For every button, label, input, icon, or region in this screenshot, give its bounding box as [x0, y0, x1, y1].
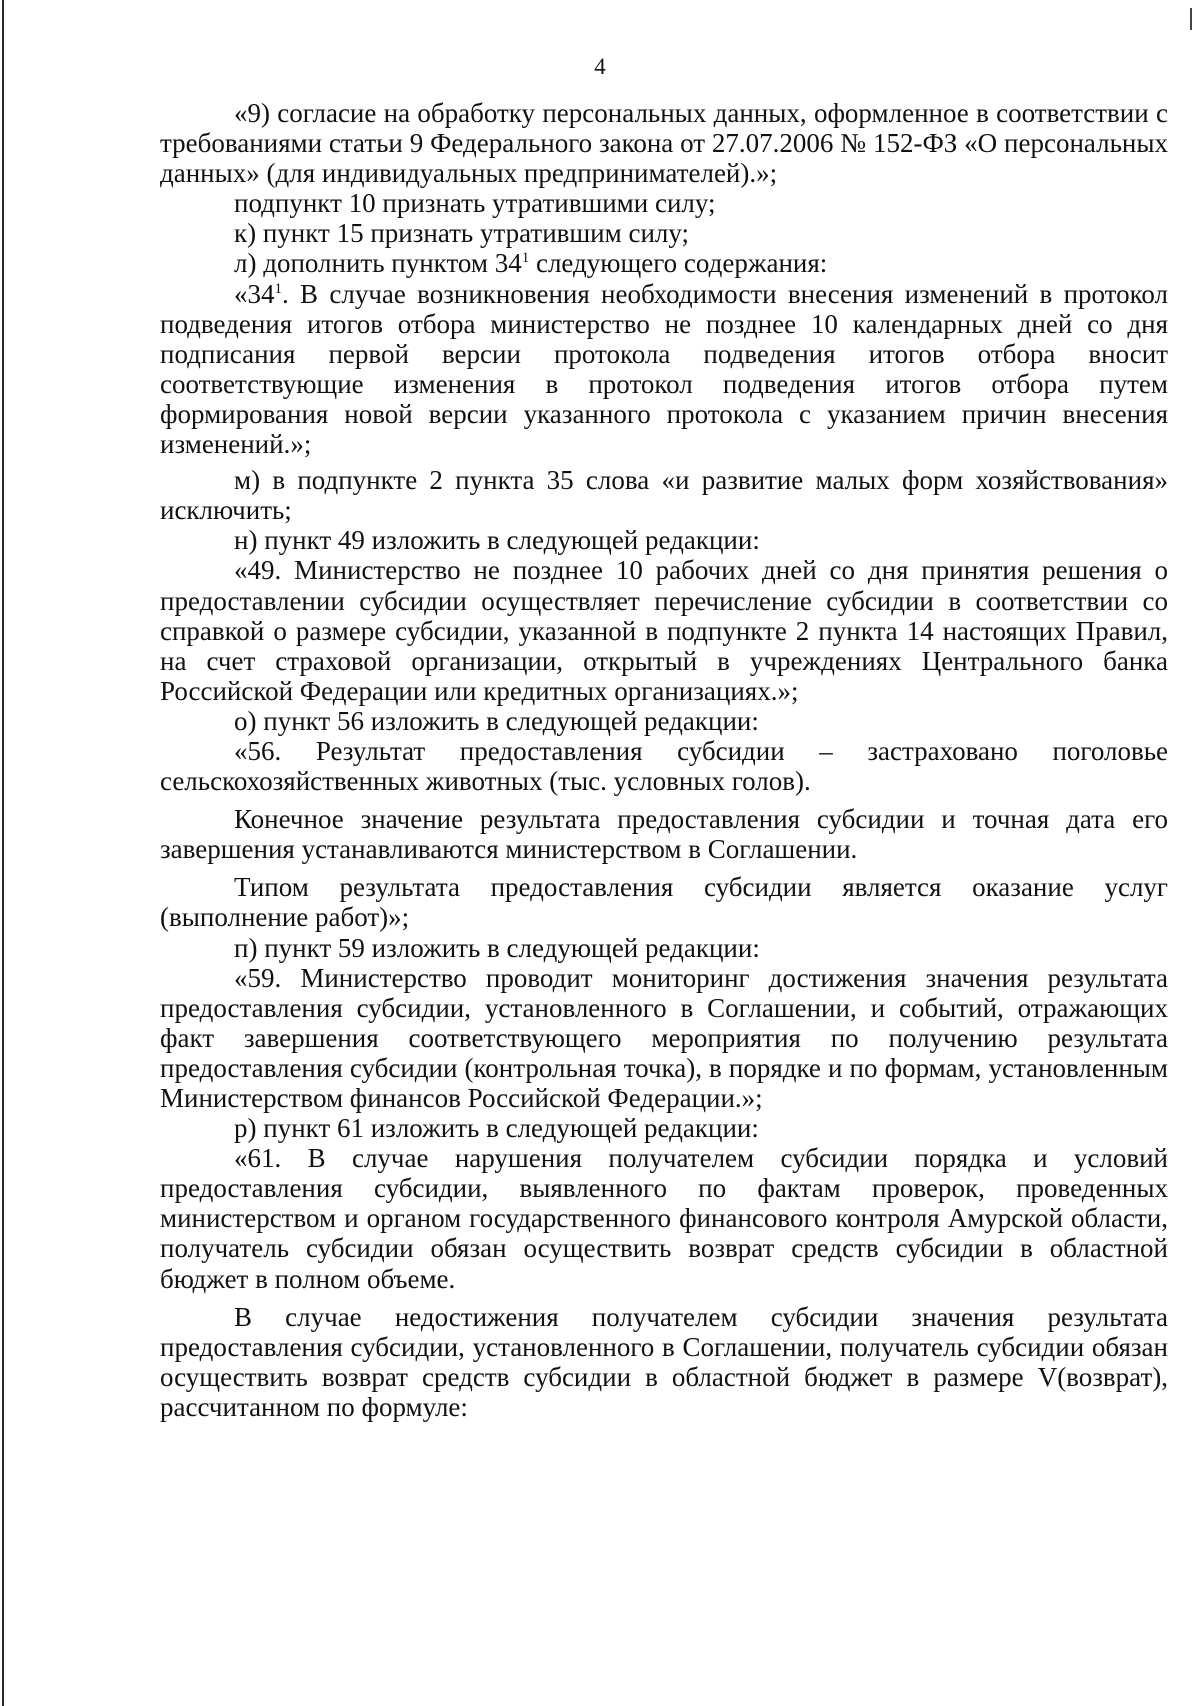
- paragraph-point-34-1: [160, 279, 1168, 460]
- scan-right-mark: [1190, 8, 1192, 30]
- paragraph-final-value: Конечное значение результата предоставления субсидии и точная дата его завершения устанавливаются министерством в Соглашении.: [160, 804, 1168, 865]
- paragraph-non-achievement: В случае недостижения получателем субсидии значения результата предоставления субсидии, установленного в Соглашении, получатель субсидии обязан осуществить возврат средств субсидии в областной бюджет в размере V(возврат), рассчитанном по формуле:: [160, 1301, 1168, 1422]
- paragraph-result-type: Типом результата предоставления субсидии является оказание услуг (выполнение работ)»;: [160, 872, 1168, 933]
- paragraph-item-r: р) пункт 61 изложить в следующей редакции:: [234, 1113, 759, 1144]
- paragraph-point-49: «49. Министерство не позднее 10 рабочих дней со дня принятия решения о предоставлении субсидии осуществляет перечисление субсидии в соответствии со справкой о размере субсидии, указанной в подпункте 2 пункта 14 настоящих Правил, на счет страховой организации, открытый в учреждениях Центрального банка Российской Федерации или кредитных организациях.»;: [160, 555, 1168, 706]
- paragraph-item-p: п) пункт 59 изложить в следующей редакции:: [234, 932, 760, 963]
- text-fragment: . В случае возникновения необходимости внесения изменений в протокол подведения итогов отбора министерство не позднее 10 календарных дней со дня подписания первой версии протокола подведения итогов отбора вносит соответствующие изменения в протокол подведения итогов отбора путем формирования новой версии указанного протокола с указанием причин внесения изменений.»;: [160, 278, 1168, 460]
- superscript: 1: [274, 280, 282, 297]
- paragraph-consent: «9) согласие на обработку персональных данных, оформленное в соответствии с требованиями статьи 9 Федерального закона от 27.07.2006 № 152-ФЗ «О персональных данных» (для индивидуальных предпринимателей).»;: [160, 98, 1168, 189]
- text-fragment: «34: [234, 278, 275, 309]
- text-fragment: л) дополнить пунктом 34: [234, 248, 522, 279]
- paragraph-item-n: н) пункт 49 изложить в следующей редакции:: [234, 525, 760, 556]
- paragraph-item-l: [160, 248, 1168, 278]
- text-fragment: следующего содержания:: [529, 248, 828, 279]
- paragraph-item-o: о) пункт 56 изложить в следующей редакции:: [234, 705, 759, 736]
- paragraph-point-56: «56. Результат предоставления субсидии – застраховано поголовье сельскохозяйственных животных (тыс. условных голов).: [160, 735, 1168, 797]
- superscript: 1: [521, 250, 530, 267]
- document-body: [160, 98, 1168, 1422]
- paragraph-item-k: к) пункт 15 признать утратившим силу;: [234, 218, 690, 249]
- paragraph-point-59: «59. Министерство проводит мониторинг достижения значения результата предоставления субсидии, установленного в Соглашении, и событий, отражающих факт завершения соответствующего мероприятия по получению результата предоставления субсидии (контрольная точка), в порядке и по формам, установленным Министерством финансов Российской Федерации.»;: [160, 962, 1168, 1113]
- page-number: 4: [594, 54, 606, 79]
- scan-left-edge: [2, 0, 4, 1706]
- paragraph-subpoint-10: подпункт 10 признать утратившими силу;: [234, 188, 716, 219]
- paragraph-item-m: м) в подпункте 2 пункта 35 слова «и развитие малых форм хозяйствования» исключить;: [160, 465, 1168, 526]
- paragraph-point-61: «61. В случае нарушения получателем субсидии порядка и условий предоставления субсидии, выявленного по фактам проверок, проведенных министерством и органом государственного финансового контроля Амурской области, получатель субсидии обязан осуществить возврат средств субсидии в областной бюджет в полном объеме.: [160, 1143, 1168, 1294]
